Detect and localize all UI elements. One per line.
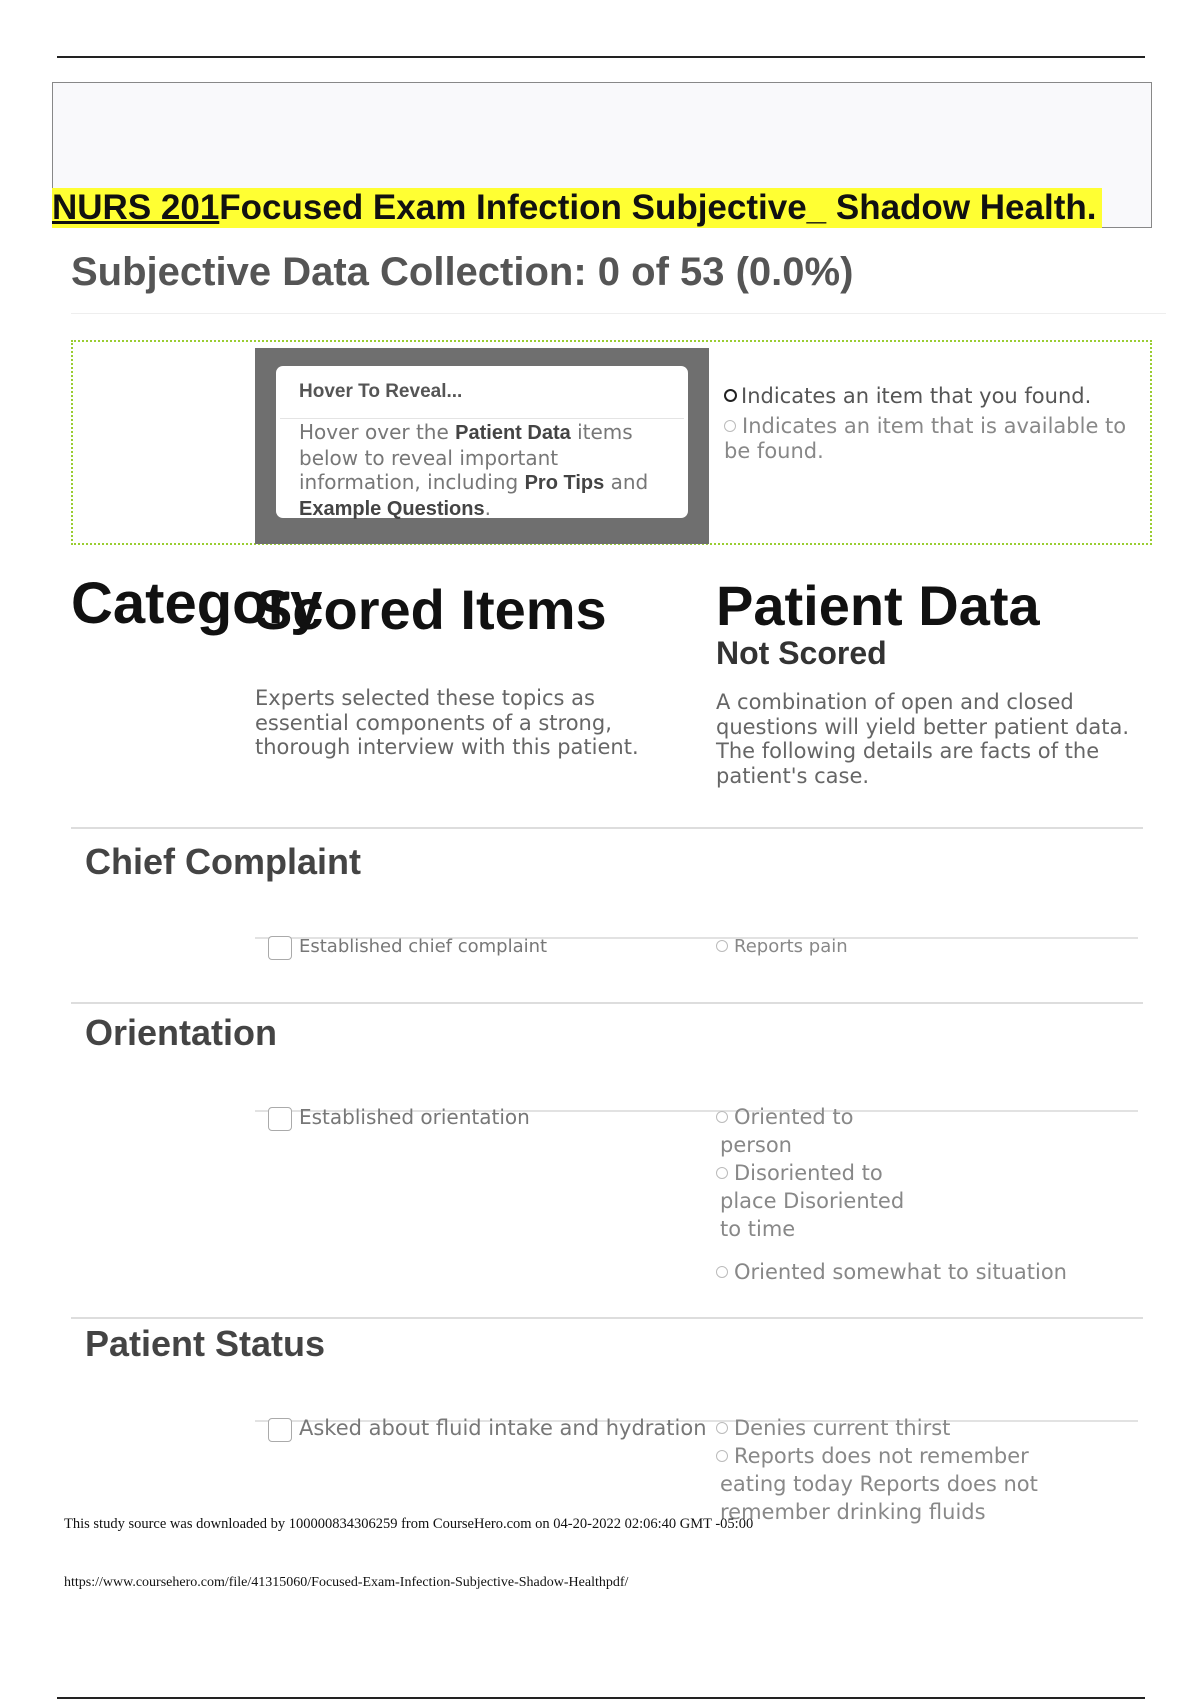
patient-data-list bbox=[720, 1103, 930, 1243]
available-ring-icon bbox=[724, 420, 736, 432]
section-divider bbox=[71, 1317, 1143, 1319]
patient-item-text: Reports pain bbox=[734, 936, 848, 957]
list-item[interactable] bbox=[720, 1159, 930, 1243]
section-divider bbox=[71, 1002, 1143, 1004]
checkbox-fluid-intake[interactable] bbox=[268, 1418, 292, 1442]
list-item[interactable] bbox=[720, 1103, 930, 1159]
legend-found-text: Indicates an item that you found. bbox=[741, 384, 1092, 408]
legend-found bbox=[724, 384, 1091, 408]
available-ring-icon bbox=[716, 1167, 728, 1179]
patient-data-list bbox=[720, 933, 1120, 961]
tooltip-text: and bbox=[604, 470, 649, 494]
tooltip-bold-example-questions: Example Questions bbox=[299, 497, 485, 520]
scored-item-established-chief-complaint: Established chief complaint bbox=[299, 936, 548, 957]
title-text: Focused Exam Infection Subjective_ Shadow Health. bbox=[219, 188, 1097, 227]
section-title-orientation: Orientation bbox=[85, 1012, 278, 1053]
section-divider bbox=[71, 827, 1143, 829]
document-title bbox=[52, 188, 1102, 228]
checkbox-established-orientation[interactable] bbox=[268, 1107, 292, 1131]
column-category-heading: Category bbox=[71, 571, 323, 636]
available-ring-icon bbox=[716, 1450, 728, 1462]
top-rule bbox=[57, 56, 1145, 58]
column-patient-subheading: Not Scored bbox=[716, 635, 887, 671]
scored-item-established-orientation: Established orientation bbox=[299, 1105, 530, 1129]
tooltip-body bbox=[299, 420, 679, 521]
download-notice: This study source was downloaded by 100000834306259 from CourseHero.com on 04-20-2022 02:06:40 GMT -05:00 bbox=[64, 1516, 754, 1532]
list-item[interactable] bbox=[720, 1414, 1100, 1442]
patient-item-text: Oriented to person bbox=[720, 1105, 854, 1157]
tooltip-text: . bbox=[484, 495, 491, 520]
page-title: Subjective Data Collection: 0 of 53 (0.0%) bbox=[71, 250, 854, 294]
available-ring-icon bbox=[716, 1422, 728, 1434]
tooltip-text: items below to reveal important information, including bbox=[299, 420, 633, 494]
list-item[interactable] bbox=[720, 1258, 1120, 1286]
tooltip-arrow-icon bbox=[689, 440, 703, 470]
available-ring-icon bbox=[716, 1266, 728, 1278]
patient-item-text: Disoriented to place Disoriented to time bbox=[720, 1161, 905, 1241]
patient-data-list bbox=[720, 1414, 1100, 1526]
checkbox-established-chief-complaint[interactable] bbox=[268, 936, 292, 960]
section-title-patient-status: Patient Status bbox=[85, 1323, 326, 1364]
available-ring-icon bbox=[716, 940, 728, 952]
tooltip-bold-pro-tips: Pro Tips bbox=[524, 472, 605, 494]
bottom-rule bbox=[57, 1697, 1145, 1699]
patient-item-text: Denies current thirst bbox=[734, 1416, 951, 1440]
source-url[interactable]: https://www.coursehero.com/file/41315060/Focused-Exam-Infection-Subjective-Shadow-Healthpdf/ bbox=[64, 1575, 629, 1590]
patient-item-text: Reports does not remember eating today Reports does not remember drinking fluids bbox=[720, 1444, 1038, 1524]
scored-item-fluid-intake: Asked about fluid intake and hydration bbox=[299, 1416, 707, 1440]
tooltip-divider bbox=[280, 418, 684, 419]
legend-available-text: Indicates an item that is available to be found. bbox=[724, 414, 1127, 463]
heading-divider bbox=[71, 313, 1166, 314]
tooltip-bold-patient-data: Patient Data bbox=[455, 422, 571, 444]
course-code: NURS 201 bbox=[52, 188, 220, 227]
legend-available bbox=[724, 414, 1144, 464]
patient-item-text: Oriented somewhat to situation bbox=[734, 1260, 1067, 1284]
found-ring-icon bbox=[724, 389, 737, 402]
tooltip-text: Hover over the bbox=[299, 420, 456, 444]
list-item[interactable] bbox=[720, 933, 1120, 961]
column-scored-description: Experts selected these topics as essential components of a strong, thorough interview with this patient. bbox=[255, 686, 639, 759]
column-patient-heading: Patient Data bbox=[716, 574, 1040, 637]
tooltip-title: Hover To Reveal... bbox=[299, 381, 463, 402]
section-title-chief-complaint: Chief Complaint bbox=[85, 841, 361, 882]
list-item[interactable] bbox=[720, 1442, 1100, 1526]
column-patient-description: A combination of open and closed questions will yield better patient data. The following details are facts of the patient's case. bbox=[716, 690, 1130, 788]
column-scored-heading: Scored Items bbox=[255, 578, 607, 641]
available-ring-icon bbox=[716, 1111, 728, 1123]
patient-data-list bbox=[720, 1258, 1120, 1286]
